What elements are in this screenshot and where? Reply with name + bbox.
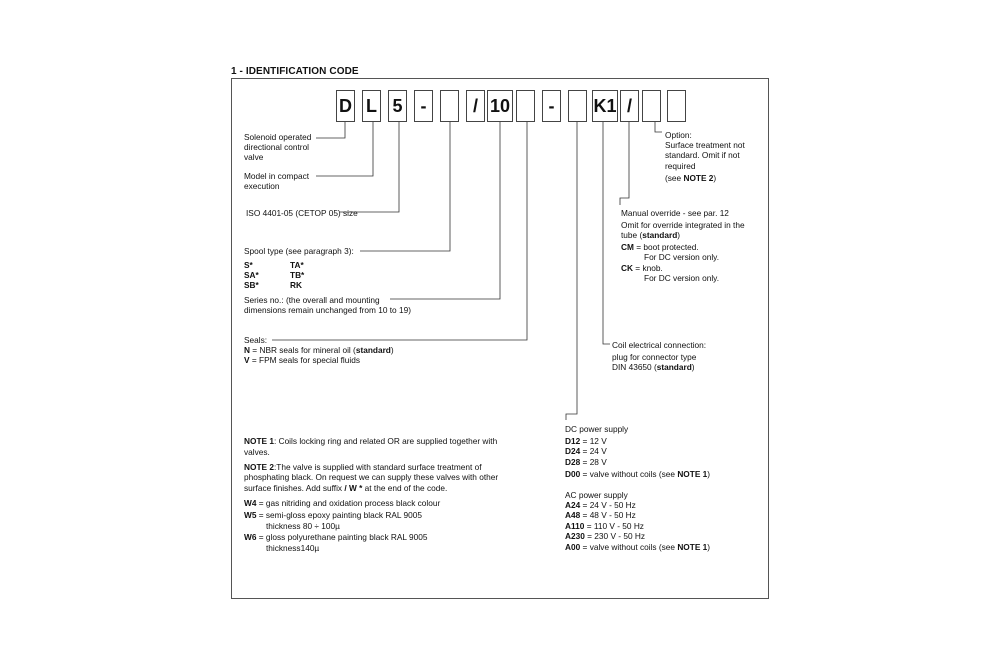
ac-power-desc: AC power supply A24 = 24 V - 50 Hz A48 = 48 V - 50 Hz A110 = 110 V - 50 Hz A230 = 230 V - 50 Hz A00 = valve without coils (see NOTE 1) <box>565 490 711 553</box>
leader-override <box>620 122 629 205</box>
section-heading: 1 - IDENTIFICATION CODE <box>231 66 359 77</box>
seals-desc: Seals: N = NBR seals for mineral oil (standard) V = FPM seals for special fluids <box>244 335 394 366</box>
note-1: NOTE 1: Coils locking ring and related OR are supplied together with <box>244 436 498 446</box>
code-box-3: 5 <box>388 90 407 122</box>
code-box-6: / <box>466 90 485 122</box>
size-desc: ISO 4401-05 (CETOP 05) size <box>246 208 358 218</box>
code-box-12: / <box>620 90 639 122</box>
series-desc: Series no.: (the overall and mounting dimensions remain unchanged from 10 to 19) <box>244 295 411 316</box>
coil-connection-desc: Coil electrical connection: plug for connector type DIN 43650 (standard) <box>612 340 707 373</box>
leader-size <box>340 122 399 212</box>
solenoid-desc: Solenoid operated directional control valve <box>244 132 312 163</box>
spool-codes-col2: TA* TB* RK <box>290 260 305 291</box>
leader-model <box>316 122 373 176</box>
leader-series <box>390 122 500 299</box>
code-box-2: L <box>362 90 381 122</box>
code-box-5 <box>440 90 459 122</box>
note-2: NOTE 2:The valve is supplied with standard surface treatment of <box>244 461 482 472</box>
leader-coil <box>603 122 610 344</box>
spool-codes-col1: S* SA* SB* <box>244 260 259 291</box>
code-box-14 <box>667 90 686 122</box>
notes-block: NOTE 1: Coils locking ring and related OR are supplied together with valves. NOTE 2:The valve is supplied with standard surface treatment of phosphating black. On request we can supply these valves with other surface finishes. Add suffix / W * at the end of the code. W4 = gas nitriding and oxidation process black colour W5 = semi-gloss epoxy painting black RAL 9005 thickness 80 ÷ 100µ W6 = gloss polyurethane painting black RAL 9005 thickness140µ <box>244 436 499 554</box>
option-desc: Option: Surface treatment not standard. Omit if not required (see NOTE 2) <box>665 130 745 183</box>
code-box-10 <box>568 90 587 122</box>
code-box-7: 10 <box>487 90 513 122</box>
model-desc: Model in compact execution <box>244 171 310 192</box>
manual-override-desc: Manual override - see par. 12 Omit for override integrated in the tube (standard) CM = boot protected. For DC version only. CK = knob. For DC version only. <box>621 208 745 284</box>
code-box-8 <box>516 90 535 122</box>
leader-power <box>566 122 577 420</box>
leader-spool <box>360 122 450 251</box>
code-box-13 <box>642 90 661 122</box>
leader-option <box>655 122 662 132</box>
code-box-4: - <box>414 90 433 122</box>
code-box-11: K1 <box>592 90 618 122</box>
code-box-1: D <box>336 90 355 122</box>
spool-desc: Spool type (see paragraph 3): <box>244 246 354 256</box>
dc-power-desc: DC power supply D12 = 12 V D24 = 24 V D28 = 28 V D00 = valve without coils (see NOTE 1) <box>565 424 711 479</box>
code-box-9: - <box>542 90 561 122</box>
leader-solenoid <box>316 122 345 138</box>
